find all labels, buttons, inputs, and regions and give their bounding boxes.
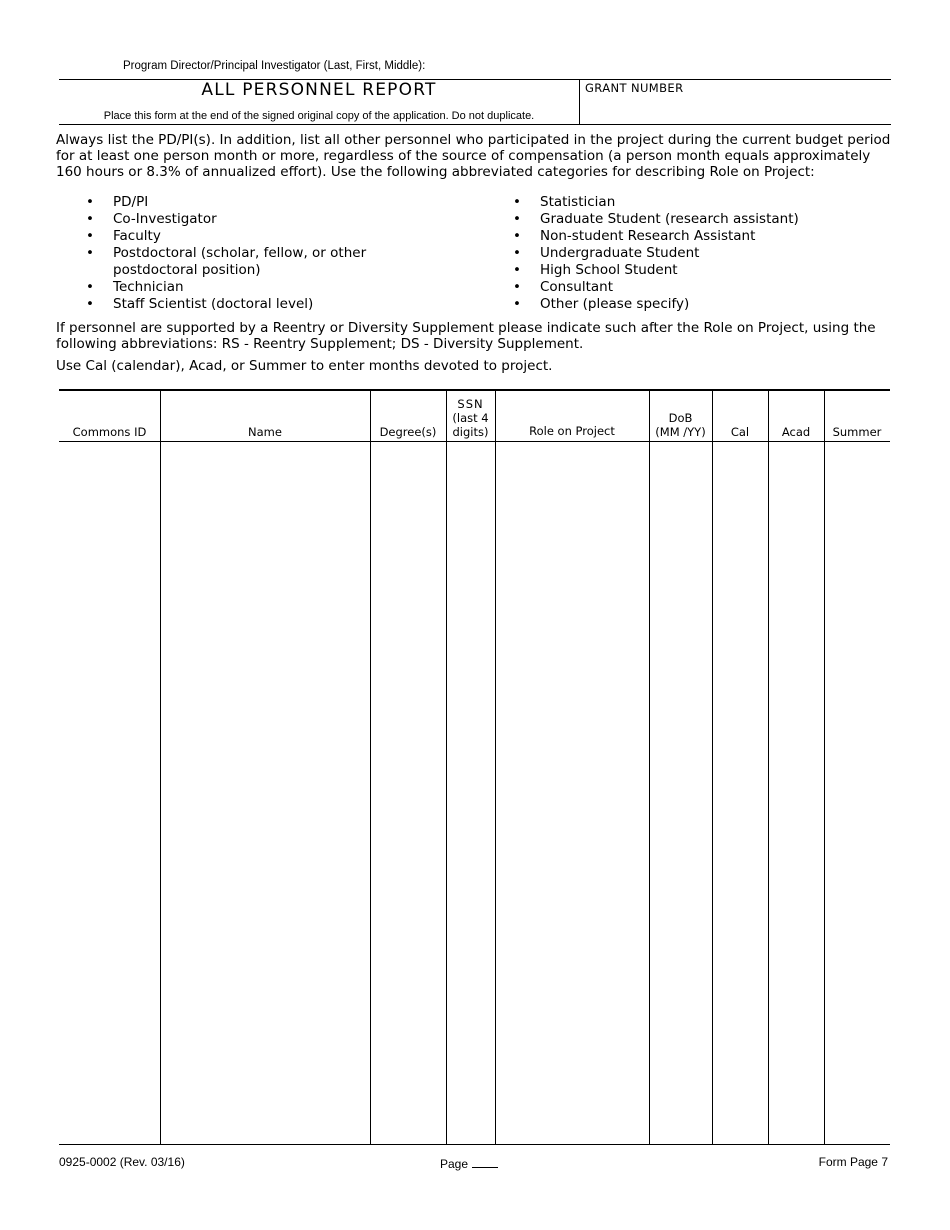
role-item: • Consultant	[513, 279, 613, 295]
column-header-summer: Summer	[832, 425, 882, 439]
pi-name-label: Program Director/Principal Investigator (Last, First, Middle):	[123, 60, 426, 72]
form-page-label: Form Page 7	[818, 1155, 888, 1169]
column-divider	[160, 390, 161, 1145]
role-item: • PD/PI	[86, 194, 149, 210]
table-bottom-rule	[59, 1144, 890, 1145]
role-item: • Statistician	[513, 194, 616, 210]
role-item: • Non-student Research Assistant	[513, 228, 756, 244]
column-header-commons-id: Commons ID	[72, 425, 147, 439]
page-number: Page	[440, 1155, 498, 1171]
page-number-blank[interactable]	[472, 1155, 498, 1168]
months-instructions: Use Cal (calendar), Acad, or Summer to enter months devoted to project.	[56, 358, 553, 374]
role-item: • Technician	[86, 279, 184, 295]
column-header-role: Role on Project	[529, 424, 615, 438]
table-top-rule	[59, 389, 890, 391]
role-item: • Co-Investigator	[86, 211, 217, 227]
role-item: • High School Student	[513, 262, 678, 278]
supplement-instructions: If personnel are supported by a Reentry or Diversity Supplement please indicate such after the Role on Project, using the following abbreviations: RS - Reentry Supplement; DS - Diversity Supplement.	[56, 320, 876, 352]
role-item: • Staff Scientist (doctoral level)	[86, 296, 314, 312]
grant-number-label: GRANT NUMBER	[585, 81, 684, 95]
roles-list-right	[512, 194, 832, 313]
role-item: • Graduate Student (research assistant)	[513, 211, 799, 227]
role-item: • Faculty	[86, 228, 161, 244]
column-divider	[768, 390, 769, 1145]
form-number: 0925-0002 (Rev. 03/16)	[59, 1155, 185, 1169]
column-header-degrees: Degree(s)	[379, 425, 437, 439]
column-divider	[824, 390, 825, 1145]
intro-instructions: Always list the PD/PI(s). In addition, list all other personnel who participated in the project during the current budget period for at least one person month or more, regardless of the source of compensation (a person month equals approximately 160 hours or 8.3% of annualized effort). Use the following abbreviated categories for describing Role on Project:	[56, 132, 891, 180]
header-bottom-rule	[59, 124, 891, 125]
column-divider	[370, 390, 371, 1145]
role-item: • Postdoctoral (scholar, fellow, or other postdoctoral position)	[86, 245, 367, 278]
role-item: • Undergraduate Student	[513, 245, 700, 261]
column-divider	[649, 390, 650, 1145]
column-header-acad: Acad	[781, 425, 811, 439]
column-header-name: Name	[248, 425, 282, 439]
column-divider	[495, 390, 496, 1145]
column-divider	[446, 390, 447, 1145]
roles-list-left	[85, 194, 385, 313]
placement-note: Place this form at the end of the signed original copy of the application. Do not duplicate.	[103, 110, 535, 122]
column-header-dob: DoB (MM /YY)	[655, 411, 706, 439]
form-title: ALL PERSONNEL REPORT	[201, 80, 437, 100]
role-item: • Other (please specify)	[513, 296, 690, 312]
column-header-cal: Cal	[730, 425, 750, 439]
column-divider	[712, 390, 713, 1145]
table-header-rule	[59, 441, 890, 442]
grant-divider	[579, 79, 580, 125]
column-header-ssn: SSN (last 4 digits)	[452, 397, 489, 439]
